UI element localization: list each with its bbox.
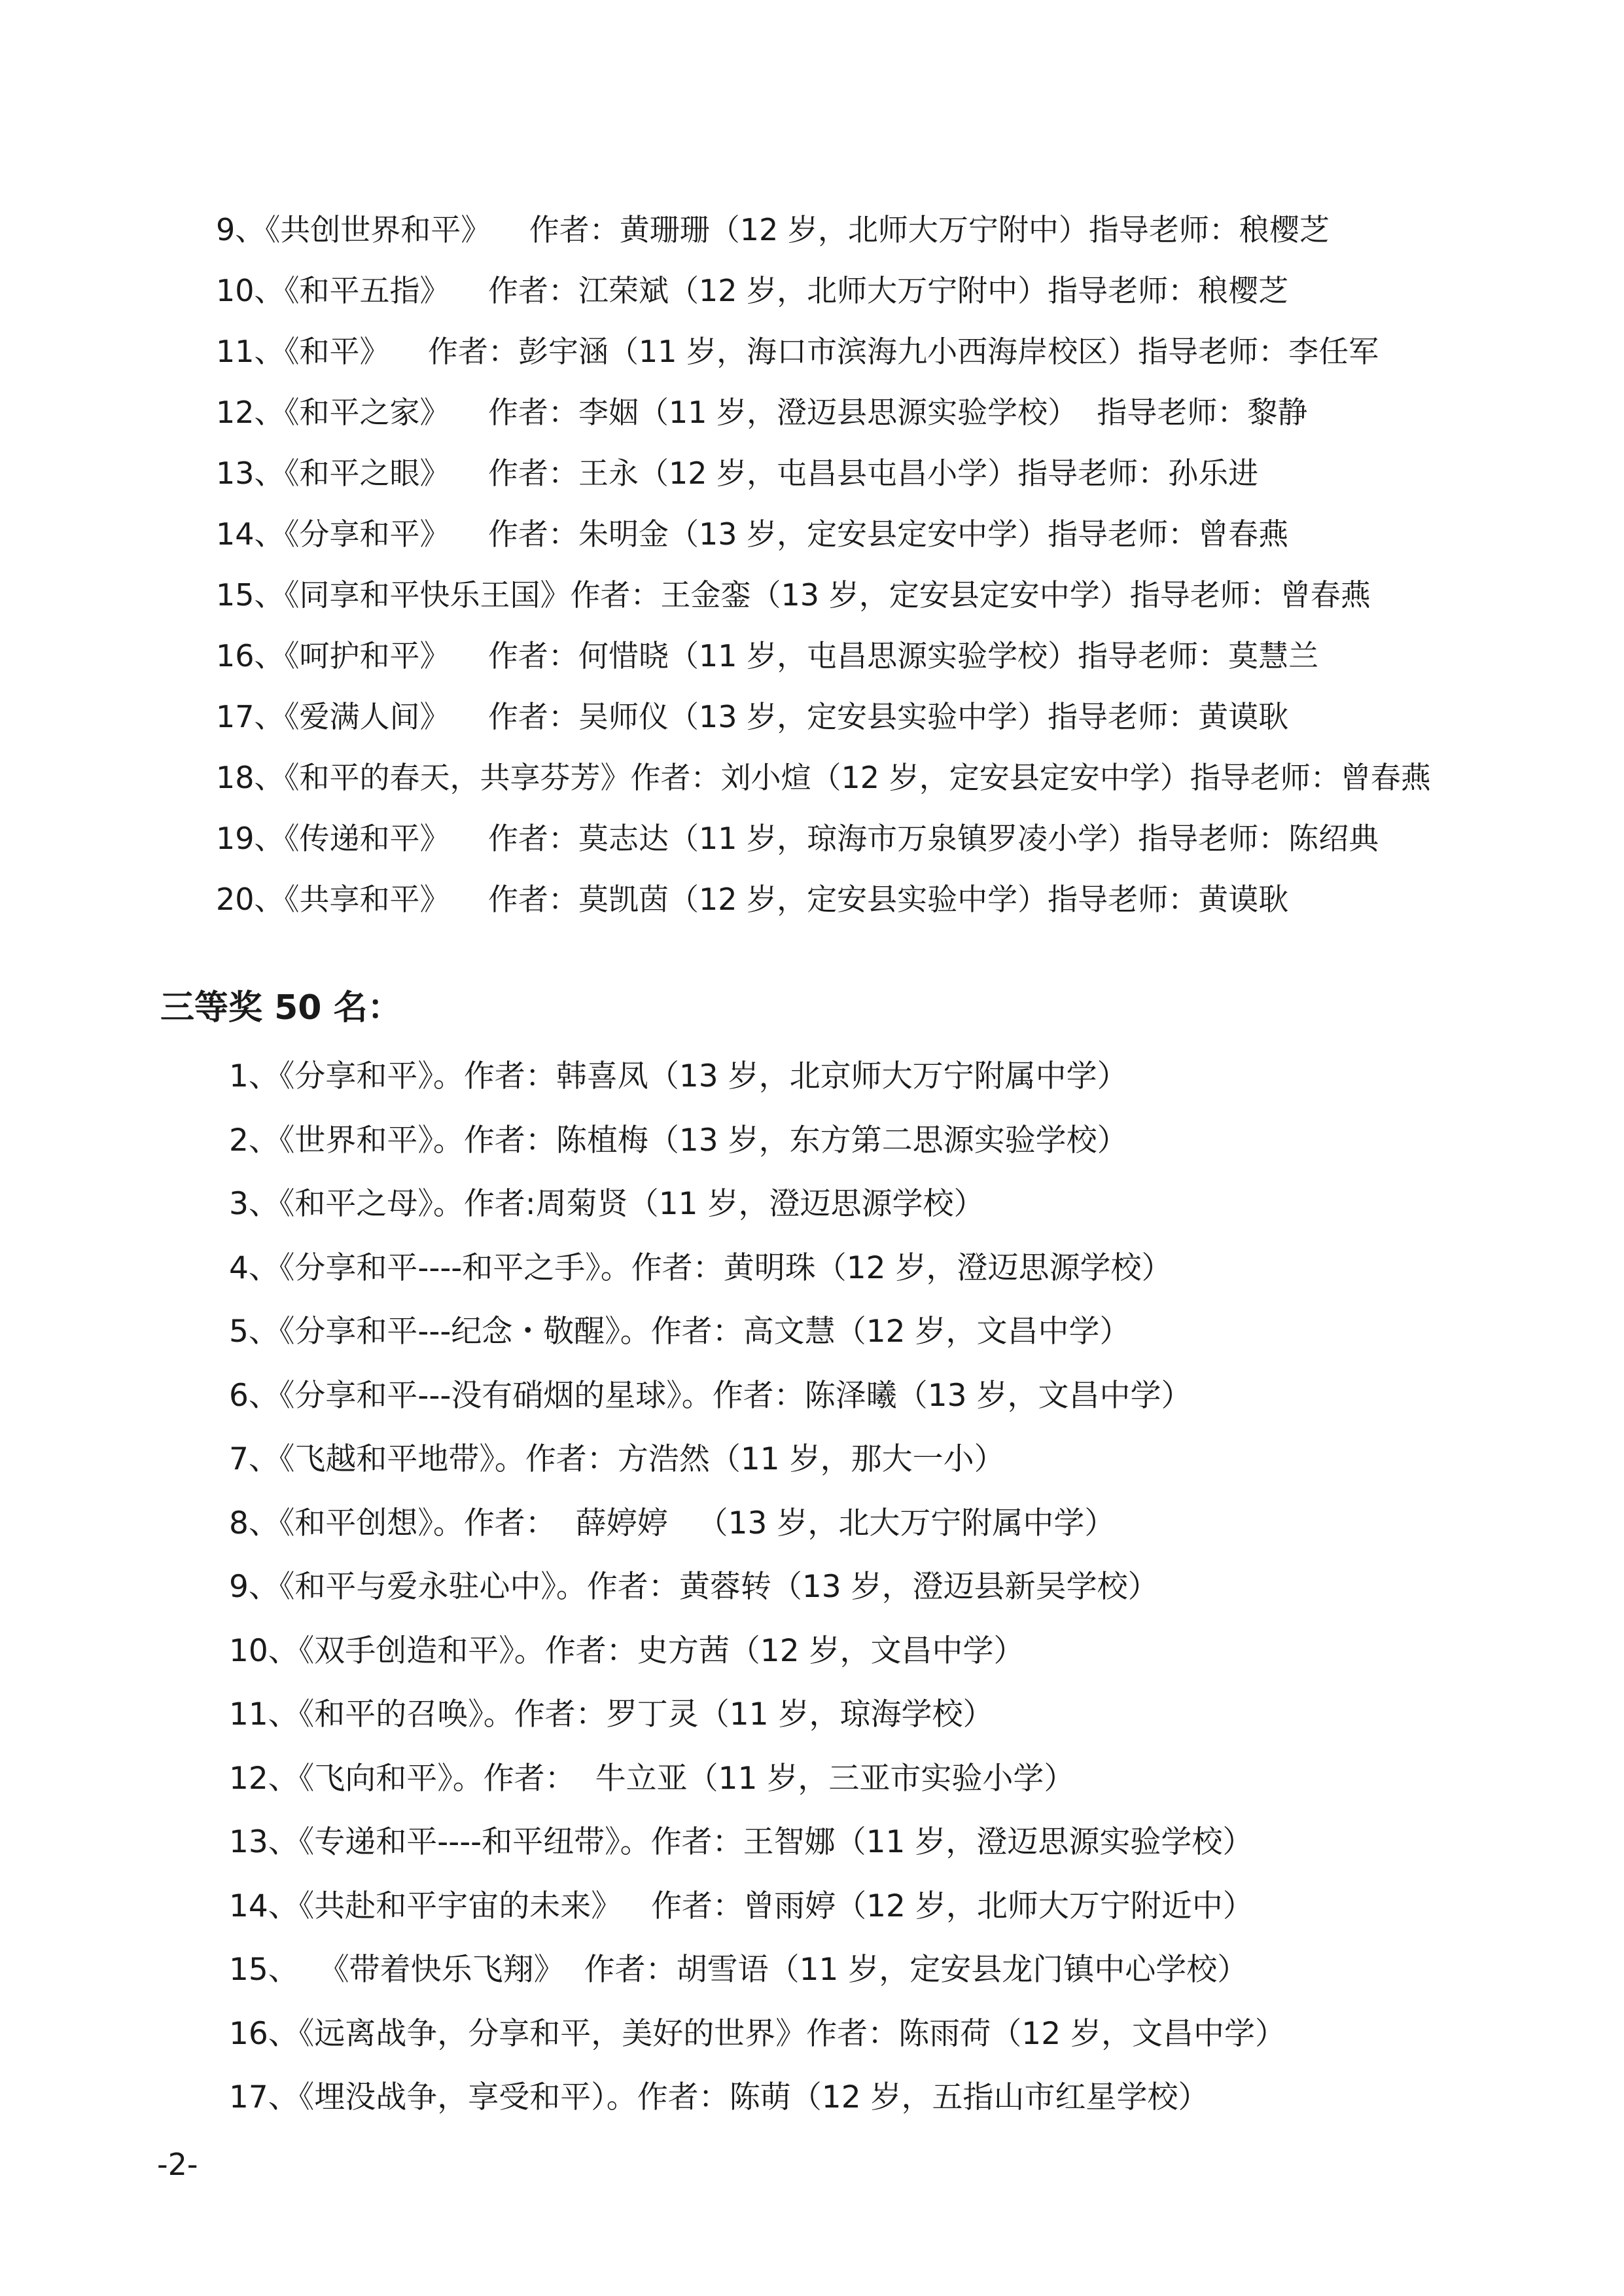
page-number: -2- — [157, 2147, 198, 2182]
list-item: 17、《埋没战争，享受和平）。作者：陈萌（12 岁，五指山市红星学校） — [229, 2079, 1209, 2115]
list-item: 12、《和平之家》 作者：李姻（11 岁，澄迈县思源实验学校） 指导老师：黎静 — [216, 395, 1308, 430]
list-item: 9、《和平与爱永驻心中》。作者：黄蓉转（13 岁，澄迈县新吴学校） — [229, 1569, 1159, 1605]
list-item: 20、《共享和平》 作者：莫凯茵（12 岁，定安县实验中学）指导老师：黄谟耿 — [216, 882, 1289, 917]
list-item: 6、《分享和平---没有硝烟的星球》。作者：陈泽曦（13 岁，文昌中学） — [229, 1377, 1192, 1414]
list-item: 19、《传递和平》 作者：莫志达（11 岁，琼海市万泉镇罗凌小学）指导老师：陈绍典 — [216, 821, 1379, 856]
list-item: 15、《同享和平快乐王国》作者：王金銮（13 岁，定安县定安中学）指导老师：曾春燕 — [216, 577, 1371, 613]
list-item: 10、《和平五指》 作者：江荣斌（12 岁，北师大万宁附中）指导老师：稂樱芝 — [216, 273, 1289, 308]
third-prize-heading: 三等奖 50 名： — [160, 988, 402, 1028]
list-item: 15、 《带着快乐飞翔》 作者：胡雪语（11 岁，定安县龙门镇中心学校） — [229, 1952, 1248, 1988]
list-item: 18、《和平的春天，共享芬芳》作者：刘小煊（12 岁，定安县定安中学）指导老师：曾春燕 — [216, 760, 1431, 795]
list-item: 12、《飞向和平》。作者： 牛立亚（11 岁，三亚市实验小学） — [229, 1760, 1075, 1797]
list-item: 2、《世界和平》。作者：陈植梅（13 岁，东方第二思源实验学校） — [229, 1122, 1128, 1158]
list-item: 4、《分享和平----和平之手》。作者：黄明珠（12 岁，澄迈思源学校） — [229, 1249, 1173, 1286]
list-item: 8、《和平创想》。作者： 薛婷婷 （13 岁，北大万宁附属中学） — [229, 1505, 1116, 1541]
list-item: 16、《呵护和平》 作者：何惜晓（11 岁，屯昌思源实验学校）指导老师：莫慧兰 — [216, 638, 1319, 673]
list-item: 9、《共创世界和平》 作者：黄珊珊（12 岁，北师大万宁附中）指导老师：稂樱芝 — [216, 212, 1330, 247]
list-item: 3、《和平之母》。作者:周菊贤（11 岁，澄迈思源学校） — [229, 1186, 985, 1222]
list-item: 17、《爱满人间》 作者：吴师仪（13 岁，定安县实验中学）指导老师：黄谟耿 — [216, 699, 1289, 734]
list-item: 13、《和平之眼》 作者：王永（12 岁，屯昌县屯昌小学）指导老师：孙乐进 — [216, 456, 1259, 491]
list-item: 16、《远离战争，分享和平，美好的世界》作者：陈雨荷（12 岁，文昌中学） — [229, 2015, 1286, 2052]
list-item: 11、《和平的召唤》。作者：罗丁灵（11 岁，琼海学校） — [229, 1696, 994, 1732]
list-item: 1、《分享和平》。作者：韩喜凤（13 岁，北京师大万宁附属中学） — [229, 1058, 1128, 1094]
list-item: 5、《分享和平---纪念・敬醒》。作者：高文慧（12 岁，文昌中学） — [229, 1314, 1131, 1350]
second-prize-list — [216, 208, 1431, 939]
list-item: 14、《共赴和平宇宙的未来》 作者：曾雨婷（12 岁，北师大万宁附近中） — [229, 1888, 1254, 1924]
list-item: 7、《飞越和平地带》。作者：方浩然（11 岁，那大一小） — [229, 1441, 1005, 1477]
list-item: 10、《双手创造和平》。作者：史方茜（12 岁，文昌中学） — [229, 1632, 1025, 1669]
list-item: 11、《和平》 作者：彭宇涵（11 岁，海口市滨海九小西海岸校区）指导老师：李任军 — [216, 334, 1379, 369]
list-item: 13、《专递和平----和平纽带》。作者：王智娜（11 岁，澄迈思源实验学校） — [229, 1824, 1254, 1860]
list-item: 14、《分享和平》 作者：朱明金（13 岁，定安县定安中学）指导老师：曾春燕 — [216, 516, 1289, 552]
third-prize-list — [229, 1054, 1286, 2139]
